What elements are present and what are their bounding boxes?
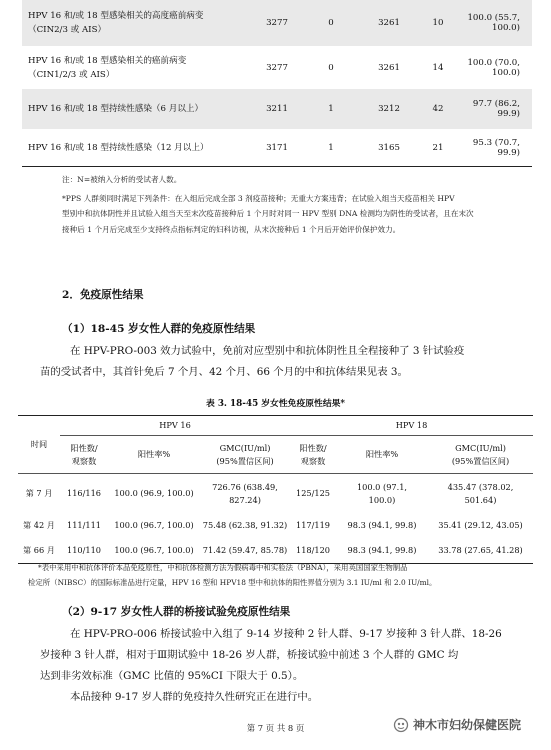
table-row <box>22 46 532 89</box>
control-cases: 42 <box>418 89 458 129</box>
vaccine-n: 3277 <box>266 62 288 73</box>
efficacy-value: 97.7 (86.2, 99.9) <box>458 89 532 129</box>
table-footnote: *表中采用中和抗体评价本品免疫原性，中和抗体检测方法为假病毒中和实验法（PBNA），采用英国国家生物制品 检定所（NIBSC）的国际标准品进行定量，HPV 16 型和 HPV18 型中和抗体的阳性界值分别为 3.1 IU/ml 和 2.0 IU/ml。 <box>28 563 437 588</box>
paragraph: 在 HPV-PRO-006 桥接试验中入组了 9-14 岁接种 2 针人群、9-17 岁接种 3 针人群、18-26 岁接种 3 针人群，相对于Ⅲ期试验中 18-26 岁人群，桥接试验中前述 3 个人群的 GMC 均 达到非劣效标准（GMC 比值的 95%CI 下限大于 0.5）。 本品接种 9-17 岁人群的免疫持久性研究正在进行中。 <box>40 628 502 703</box>
page-number: 第 7 页 共 8 页 <box>246 723 305 733</box>
efficacy-value: 95.3 (70.7, 99.9) <box>472 137 520 158</box>
control-cases: 10 <box>418 0 458 46</box>
hpv16-rate: 100.0 (96.7, 100.0) <box>114 520 194 530</box>
control-cases: 21 <box>432 142 444 153</box>
row-label: HPV 16 和/或 18 型持续性感染（6 月以上） <box>22 89 252 129</box>
subsection-heading: （1）18-45 岁女性人群的免疫原性结果 <box>62 323 256 335</box>
control-n: 3212 <box>360 89 418 129</box>
group-header-hpv18: HPV 18 <box>290 416 533 436</box>
col-positive-count: 阳性数/ 观察数 <box>290 436 336 474</box>
hpv18-gmc: 33.78 (27.65, 41.28) <box>428 538 533 564</box>
table-caption: 表 3. 18-45 岁女性免疫原性结果* <box>205 399 346 409</box>
col-gmc: GMC(IU/ml) (95%置信区间) <box>428 436 533 474</box>
control-cases: 14 <box>432 62 444 73</box>
section-heading: 2．免疫原性结果 <box>62 289 144 301</box>
table-row <box>18 514 533 538</box>
hpv18-gmc: 435.47 (378.02, 501.64) <box>447 481 514 505</box>
hpv16-positive: 110/110 <box>60 538 108 564</box>
hpv18-rate: 100.0 (97.1, 100.0) <box>356 481 408 505</box>
efficacy-value: 100.0 (70.0, 100.0) <box>467 57 520 78</box>
col-gmc: GMC(IU/ml) (95%置信区间) <box>200 436 290 474</box>
row-label: HPV 16 和/或 18 型感染相关的高度癌前病变 （CIN2/3 或 AIS） <box>22 0 252 46</box>
hpv18-gmc: 35.41 (29.12, 43.05) <box>438 520 523 530</box>
control-n: 3261 <box>378 62 400 73</box>
vaccine-n: 3211 <box>252 89 302 129</box>
table-row <box>18 474 533 514</box>
hpv18-positive: 118/120 <box>290 538 336 564</box>
time-cell: 第 42 月 <box>23 520 55 530</box>
vaccine-cases: 1 <box>328 142 334 153</box>
column-header-row <box>18 436 533 474</box>
watermark-text: 神木市妇幼保健医院 <box>413 718 522 732</box>
group-header-hpv16: HPV 16 <box>60 416 290 436</box>
col-positive-rate: 阳性率% <box>108 436 200 474</box>
footnote-pps: *PPS 人群须同时满足下列条件：在入组后完成全部 3 剂疫苗接种；无重大方案违背；在试验入组当天疫苗相关 HPV 型别中和抗体阴性并且试验入组当天至末次疫苗接种后 1 个月时对同一 HPV 型别 DNA 检测均为阴性的受试者，且在末次 接种后 1 个月后完成至少支持终点指标判定的妇科访视，从末次接种后 1 个月后开始评价保护效力。 <box>62 194 474 234</box>
row-label: HPV 16 和/或 18 型感染相关的癌前病变 （CIN1/2/3 或 AIS） <box>28 55 187 80</box>
hpv16-gmc: 75.48 (62.38, 91.32) <box>202 520 288 530</box>
efficacy-table-body <box>22 0 532 166</box>
footnote-n: 注：N=被纳入分析的受试者人数。 <box>62 175 182 184</box>
table-row <box>22 129 532 166</box>
table-bottom-rule <box>22 166 532 167</box>
time-cell: 第 7 月 <box>25 488 53 499</box>
immunogenicity-table <box>18 415 533 564</box>
hpv16-gmc: 71.42 (59.47, 85.78) <box>200 538 290 564</box>
efficacy-table <box>22 0 532 166</box>
watermark <box>393 716 521 733</box>
wechat-channel-icon <box>393 717 409 733</box>
control-n: 3261 <box>360 0 418 46</box>
vaccine-n: 3277 <box>252 0 302 46</box>
vaccine-cases: 0 <box>302 0 360 46</box>
efficacy-value: 100.0 (55.7, 100.0) <box>458 0 532 46</box>
vaccine-cases: 0 <box>328 62 334 73</box>
paragraph: 在 HPV-PRO-003 效力试验中，免前对应型别中和抗体阴性且全程接种了 3 针试验疫 苗的受试者中，其首针免后 7 个月、42 个月、66 个月的中和抗体结果见表 3。 <box>40 345 465 378</box>
hpv18-rate: 98.3 (94.1, 99.8) <box>336 538 428 564</box>
time-cell: 第 66 月 <box>18 538 60 564</box>
hpv16-positive: 111/111 <box>66 520 101 530</box>
vaccine-cases: 1 <box>302 89 360 129</box>
time-header: 时间 <box>18 416 60 474</box>
hpv16-rate: 100.0 (96.7, 100.0) <box>108 538 200 564</box>
col-positive-count: 阳性数/ 观察数 <box>60 436 108 474</box>
vaccine-n: 3171 <box>266 142 288 153</box>
row-label: HPV 16 和/或 18 型持续性感染（12 月以上） <box>28 142 209 153</box>
hpv18-positive: 117/119 <box>295 520 330 530</box>
hpv16-rate: 100.0 (96.9, 100.0) <box>114 488 194 499</box>
table-row <box>22 89 532 129</box>
subsection-heading: （2）9-17 岁女性人群的桥接试验免疫原性结果 <box>62 606 291 618</box>
group-header-row <box>18 416 533 436</box>
hpv18-rate: 98.3 (94.1, 99.8) <box>347 520 417 530</box>
col-positive-rate: 阳性率% <box>336 436 428 474</box>
hpv16-gmc: 726.76 (638.49, 827.24) <box>212 481 278 505</box>
hpv18-positive: 125/125 <box>295 488 330 499</box>
hpv16-positive: 116/116 <box>66 488 101 499</box>
control-n: 3165 <box>378 142 400 153</box>
table-row <box>22 0 532 46</box>
